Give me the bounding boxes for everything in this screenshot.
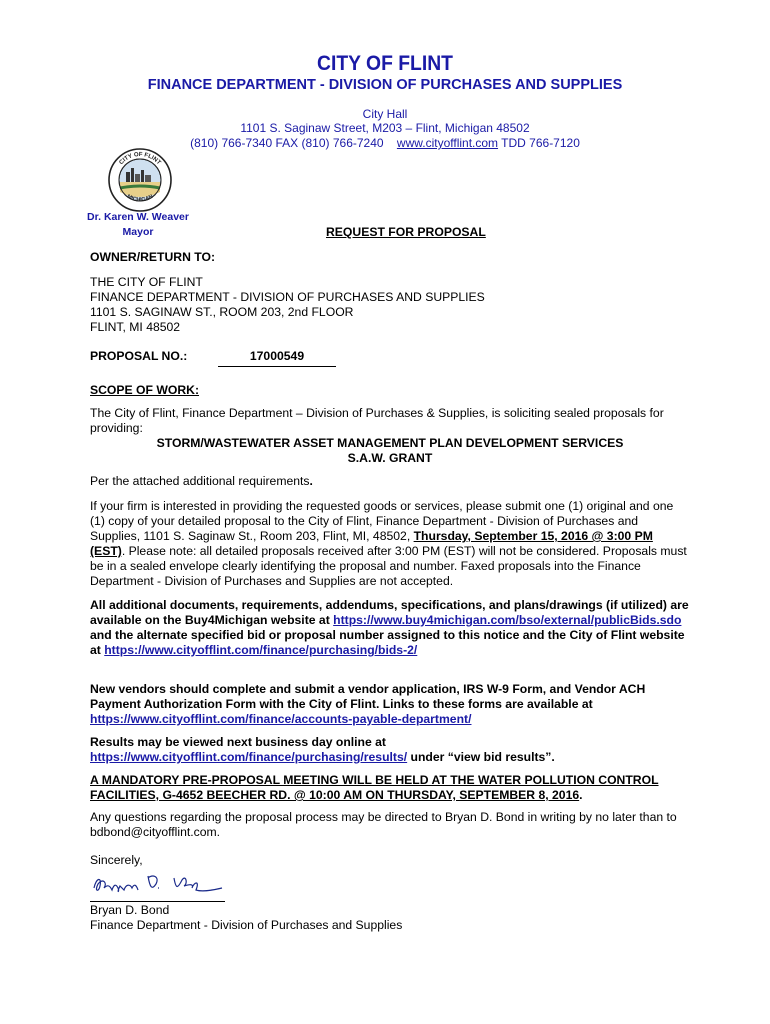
city-seal-icon: [108, 148, 172, 212]
submission-text-2: . Please note: all detailed proposals received after 3:00 PM (EST) will not be considered. Proposals must be in a sealed envelope clearly identifying the proposal and number. Faxed proposals into the Finance Department - Division of Purchases and Supplies are not accepted.: [90, 544, 687, 588]
signature-image: [90, 866, 230, 900]
department-subtitle: FINANCE DEPARTMENT - DIVISION OF PURCHASES AND SUPPLIES: [147, 77, 623, 93]
scope-intro: The City of Flint, Finance Department – Division of Purchases & Supplies, is soliciting sealed proposals for providing:: [90, 406, 664, 435]
submission-deadline: Thursday, September 15, 2016 @ 3:00 PM (EST): [90, 529, 653, 558]
signer-department: Finance Department - Division of Purchases and Supplies: [90, 918, 403, 932]
owner-line: FINANCE DEPARTMENT - DIVISION OF PURCHASES AND SUPPLIES: [90, 290, 485, 304]
submission-text: If your firm is interested in providing the requested goods or services, please submit one (1) original and one (1) copy of your detailed proposal to the City of Flint, Finance Department - Division of Purchases and Supplies, 1101 S. Saginaw St., Room 203, Flint, MI, 48502,: [90, 499, 674, 543]
results-tail: under “view bid results”.: [407, 750, 555, 764]
document-type-heading: REQUEST FOR PROPOSAL: [326, 225, 486, 239]
service-title: STORM/WASTEWATER ASSET MANAGEMENT PLAN DEVELOPMENT SERVICES: [156, 436, 624, 450]
owner-line: FLINT, MI 48502: [90, 320, 181, 334]
tdd-text: TDD 766-7120: [501, 136, 580, 150]
scope-heading: SCOPE OF WORK:: [90, 383, 200, 397]
questions-paragraph: Any questions regarding the proposal process may be directed to Bryan D. Bond in writing by no later than to bdbond@cityofflint.com.: [90, 810, 677, 839]
proposal-number: 17000549: [218, 349, 336, 367]
mayor-title: Mayor: [122, 226, 154, 238]
requirements-note: [90, 474, 313, 489]
salutation: Sincerely,: [90, 853, 143, 867]
requirements-text: Per the attached additional requirements: [90, 474, 310, 488]
proposal-label: PROPOSAL NO.:: [90, 349, 188, 363]
results-text: Results may be viewed next business day online at: [90, 735, 386, 749]
signature-line: [90, 901, 225, 902]
page-title: CITY OF FLINT: [317, 52, 453, 75]
vendors-paragraph: [90, 682, 690, 727]
seal-top-text: CITY OF FLINT: [118, 151, 162, 167]
vendors-text: New vendors should complete and submit a vendor application, IRS W-9 Form, and Vendor ACH Payment Authorization Form with the City of Flint. Links to these forms are available at: [90, 682, 646, 711]
owner-line: 1101 S. SAGINAW ST., ROOM 203, 2nd FLOOR: [90, 305, 354, 319]
seal-bottom-text: MICHIGAN: [125, 193, 155, 204]
documents-text: All additional documents, requirements, addendums, specifications, and plans/drawings (if utilized) are available on the Buy4Michigan website at: [90, 598, 689, 627]
results-link[interactable]: https://www.cityofflint.com/finance/purchasing/results/: [90, 750, 408, 764]
website-link[interactable]: www.cityofflint.com: [396, 136, 499, 150]
meeting-text: A MANDATORY PRE-PROPOSAL MEETING WILL BE HELD AT THE WATER POLLUTION CONTROL FACILITIES, G-4652 BEECHER RD. @ 10:00 AM ON THURSDAY, SEPTEMBER 8, 2016: [90, 773, 659, 802]
city-bids-link[interactable]: https://www.cityofflint.com/finance/purchasing/bids-2/: [104, 643, 418, 657]
meeting-notice: [90, 773, 690, 803]
phone-fax-text: (810) 766-7340 FAX (810) 766-7240: [190, 136, 384, 150]
street-address-line: 1101 S. Saginaw Street, M203 – Flint, Michigan 48502: [240, 121, 530, 135]
grant-title: S.A.W. GRANT: [347, 451, 433, 465]
signer-name: Bryan D. Bond: [90, 903, 170, 917]
accounts-payable-link[interactable]: https://www.cityofflint.com/finance/accounts-payable-department/: [90, 712, 472, 726]
documents-paragraph: [90, 598, 690, 658]
city-hall-line: City Hall: [362, 107, 408, 121]
requirements-period: .: [309, 474, 313, 488]
documents-text-2: and the alternate specified bid or proposal number assigned to this notice and the City of Flint website at: [90, 628, 685, 657]
results-paragraph: [90, 735, 690, 765]
buy4michigan-link[interactable]: https://www.buy4michigan.com/bso/external/publicBids.sdo: [333, 613, 682, 627]
owner-heading: OWNER/RETURN TO:: [90, 250, 216, 264]
meeting-period: .: [579, 788, 583, 802]
mayor-name: Dr. Karen W. Weaver: [87, 211, 189, 223]
owner-line: THE CITY OF FLINT: [90, 275, 203, 289]
submission-paragraph: [90, 499, 690, 589]
